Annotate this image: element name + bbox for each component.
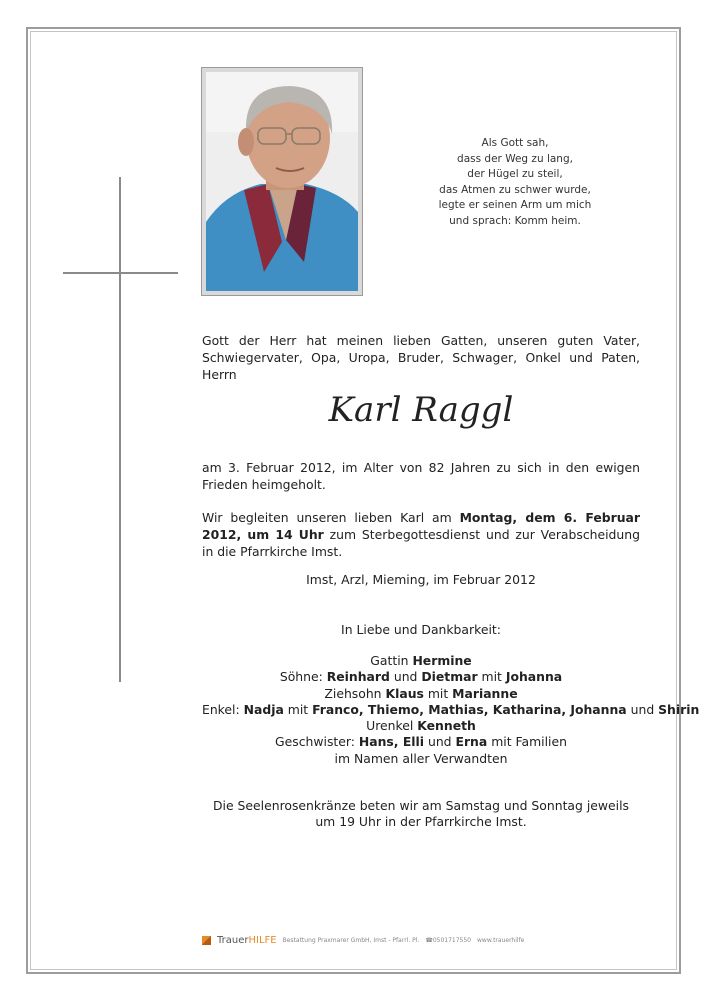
connector: mit xyxy=(423,685,453,701)
death-notice-text: am 3. Februar 2012, im Alter von 82 Jahren zu sich in den ewigen Frieden heimgeholt. xyxy=(202,460,640,492)
label: Enkel: xyxy=(202,701,244,717)
funeral-info-part: Wir begleiten unseren lieben Karl am xyxy=(202,510,460,525)
label: Ziehsohn xyxy=(324,685,386,701)
funeral-info-part: zum Sterbegottesdienst und zur Verabscheidung in die Pfarrkirche Imst. xyxy=(202,527,640,559)
logo-text-accent: HILFE xyxy=(248,934,277,946)
family-line-geschwister xyxy=(202,734,640,750)
connector: mit xyxy=(477,669,506,685)
cross-horizontal-bar xyxy=(63,272,178,274)
footer-company: Bestattung Praxmarer GmbH, Imst - Pfarrl. Pl. xyxy=(282,936,420,944)
trauerhilfe-logo-icon xyxy=(202,936,211,945)
poem-line: und sprach: Komm heim. xyxy=(449,214,581,227)
connector: und xyxy=(626,701,659,717)
intro-text: Gott der Herr hat meinen lieben Gatten, unseren guten Vater, Schwiegervater, Opa, Uropa, Bruder, Schwager, Onkel und Paten, Herrn xyxy=(202,333,640,382)
family-name: Erna xyxy=(455,734,488,750)
label: Gattin xyxy=(370,653,413,668)
family-name: Shirin xyxy=(658,701,700,717)
family-name: Johanna xyxy=(505,669,563,685)
poem-line: das Atmen zu schwer wurde, xyxy=(439,183,591,196)
family-name: Marianne xyxy=(452,685,518,701)
funeral-date-time: Montag, dem 6. Februar 2012, um 14 Uhr xyxy=(202,510,640,542)
rosary-line: um 19 Uhr in der Pfarrkirche Imst. xyxy=(315,814,527,830)
portrait-photo xyxy=(206,72,358,291)
connector: mit xyxy=(283,701,313,717)
label: Söhne: xyxy=(279,669,327,685)
logo-text-part: Trauer xyxy=(217,934,249,946)
family-name: Franco, Thiemo, Mathias, Katharina, Johanna xyxy=(312,701,627,717)
trauerhilfe-logo xyxy=(217,935,277,946)
family-name: Klaus xyxy=(385,685,424,701)
poem-line: Als Gott sah, xyxy=(481,137,549,149)
poem-line: dass der Weg zu lang, xyxy=(457,152,573,165)
family-name: Dietmar xyxy=(421,669,478,685)
poem xyxy=(415,136,615,230)
footer-web: www.trauerhilfe xyxy=(477,936,525,944)
poem-line: legte er seinen Arm um mich xyxy=(438,199,592,212)
deceased-name: Karl Raggl xyxy=(328,390,514,430)
family-line-urenkel xyxy=(202,718,640,734)
family-line-ziehsohn xyxy=(202,686,640,702)
family-line-gattin xyxy=(202,653,640,669)
family-line-soehne xyxy=(202,669,640,685)
connector: und xyxy=(389,669,422,685)
family-line-enkel xyxy=(202,701,700,718)
place-date: Imst, Arzl, Mieming, im Februar 2012 xyxy=(306,572,536,587)
connector: mit Familien xyxy=(487,734,567,750)
label: Geschwister: xyxy=(275,734,359,750)
family-list xyxy=(202,653,700,767)
family-name: Kenneth xyxy=(417,718,476,734)
connector: und xyxy=(424,734,456,750)
rosary-line: Die Seelenrosenkränze beten wir am Samstag und Sonntag jeweils xyxy=(213,798,629,813)
footer xyxy=(202,933,524,947)
label: Urenkel xyxy=(366,718,418,734)
rosary-info xyxy=(202,798,640,831)
poem-line: der Hügel zu steil, xyxy=(467,168,563,181)
cross-vertical-bar xyxy=(119,177,121,682)
footer-phone: ☎0501717550 xyxy=(425,936,471,944)
portrait-photo-frame xyxy=(201,67,363,296)
funeral-info-text xyxy=(202,509,640,560)
thanks-heading: In Liebe und Dankbarkeit: xyxy=(341,622,501,637)
family-name: Reinhard xyxy=(326,669,390,685)
family-name: Hermine xyxy=(412,653,472,668)
family-name: Nadja xyxy=(243,701,284,717)
family-name: Hans, Elli xyxy=(358,734,425,750)
family-line-verwandte: im Namen aller Verwandten xyxy=(334,750,508,766)
